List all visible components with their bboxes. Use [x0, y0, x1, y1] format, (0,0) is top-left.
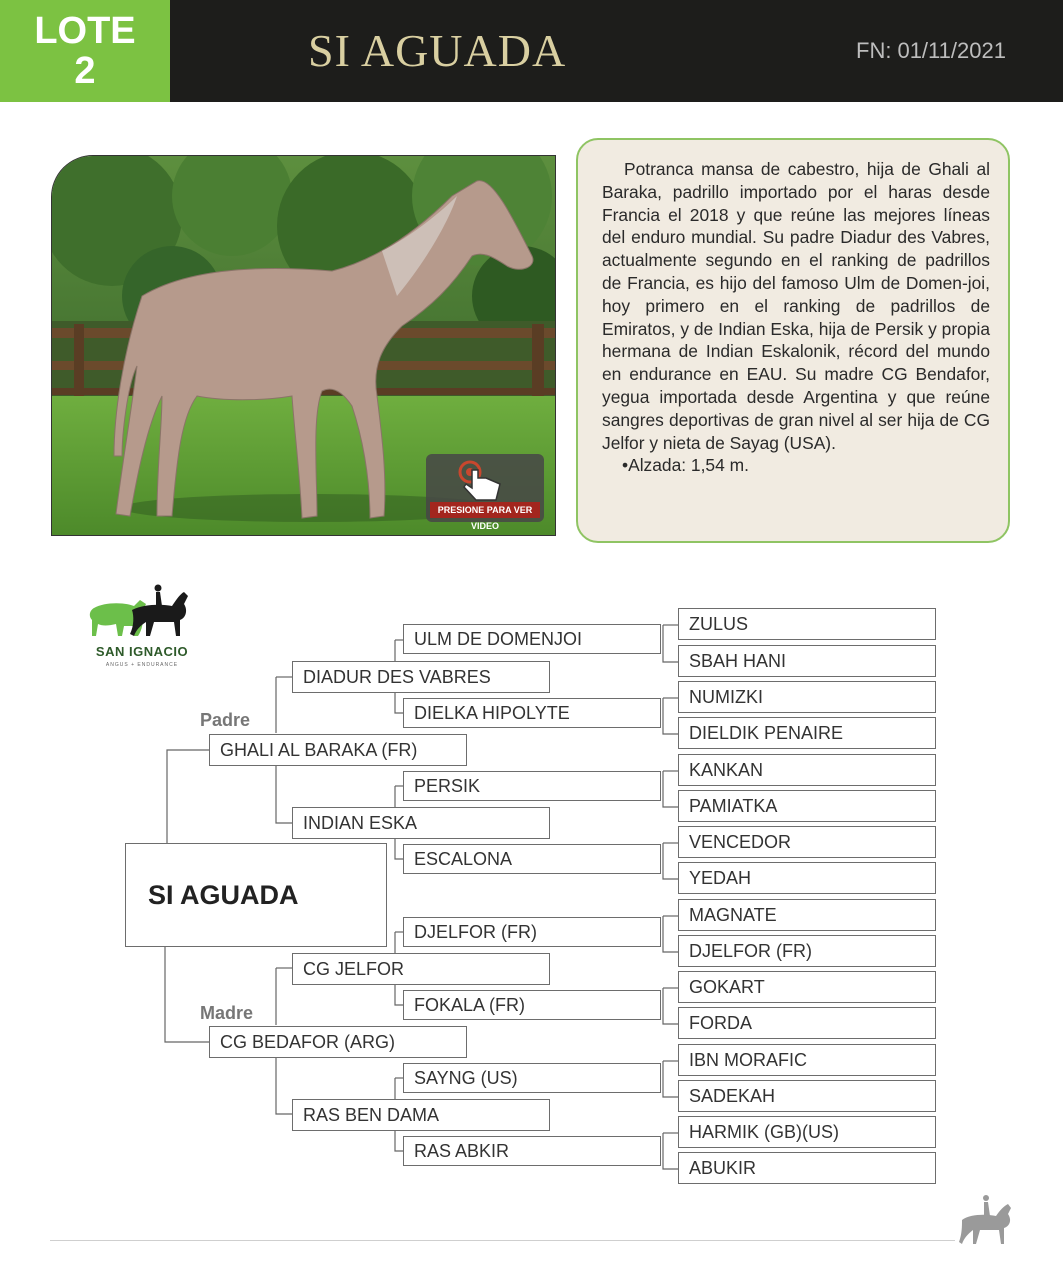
lote-label: LOTE: [34, 10, 136, 52]
pedigree-gen3: FOKALA (FR): [403, 990, 661, 1020]
pedigree-gen4: SBAH HANI: [678, 645, 936, 677]
description-text: Potranca mansa de cabestro, hija de Ghali al Baraka, padrillo importado por el haras desde Francia el 2018 y que reúne las mejores líneas del enduro mundial. Su padre Diadur des Vabres, actualmente segundo en el ranking de padrillos de Francia, es hijo del famoso Ulm de Domen-joi, hoy primero en el ranking de padrillos de Emiratos, y de Indian Eska, hija de Persik y propia hermana de Indian Eskalonik, récord del mundo en endurance en EAU. Su madre CG Bendafor, yegua importada desde Argentina y que reúne sangres deportivas de gran nivel al ser hija de CG Jelfor y nieta de Sayag (USA).: [602, 159, 990, 453]
logo-name: SAN IGNACIO: [95, 644, 189, 659]
height-info: •Alzada: 1,54 m.: [622, 455, 749, 476]
pedigree-gen4: ZULUS: [678, 608, 936, 640]
pedigree-gen4: GOKART: [678, 971, 936, 1003]
footer-divider: [50, 1240, 955, 1241]
pedigree-gen4: ABUKIR: [678, 1152, 936, 1184]
fn-label: FN:: [856, 38, 892, 63]
fn-date: 01/11/2021: [897, 38, 1006, 63]
pedigree-dam: CG BEDAFOR (ARG): [209, 1026, 467, 1058]
pedigree-gen4: KANKAN: [678, 754, 936, 786]
pedigree-gen3: DJELFOR (FR): [403, 917, 661, 947]
pedigree-gen4: MAGNATE: [678, 899, 936, 931]
pedigree-subject: SI AGUADA: [125, 843, 387, 947]
pedigree-gen3: SAYNG (US): [403, 1063, 661, 1093]
pedigree-gen3: ULM DE DOMENJOI: [403, 624, 661, 654]
lote-number: 2: [74, 50, 96, 92]
pedigree-gen4: IBN MORAFIC: [678, 1044, 936, 1076]
pedigree-gen2: CG JELFOR: [292, 953, 550, 985]
pedigree-gen4: FORDA: [678, 1007, 936, 1039]
pedigree-gen2: DIADUR DES VABRES: [292, 661, 550, 693]
pedigree-gen4: VENCEDOR: [678, 826, 936, 858]
pedigree-gen4: HARMIK (GB)(US): [678, 1116, 936, 1148]
pedigree-gen4: DJELFOR (FR): [678, 935, 936, 967]
watch-video-label: PRESIONE PARA VER VIDEO: [430, 502, 540, 518]
pedigree-gen4: SADEKAH: [678, 1080, 936, 1112]
horse-rider-icon: [956, 1194, 1014, 1246]
pedigree-gen3: ESCALONA: [403, 844, 661, 874]
pedigree-gen3: PERSIK: [403, 771, 661, 801]
pedigree-gen4: PAMIATKA: [678, 790, 936, 822]
pedigree-gen2: RAS BEN DAMA: [292, 1099, 550, 1131]
pedigree-sire: GHALI AL BARAKA (FR): [209, 734, 467, 766]
logo-subtitle: ANGUS + ENDURANCE: [105, 662, 179, 668]
madre-label: Madre: [200, 1003, 254, 1023]
page-title: SI AGUADA: [308, 25, 567, 76]
pedigree-gen3: DIELKA HIPOLYTE: [403, 698, 661, 728]
pedigree-gen3: RAS ABKIR: [403, 1136, 661, 1166]
pedigree-gen4: YEDAH: [678, 862, 936, 894]
padre-label: Padre: [200, 710, 251, 730]
pedigree-gen4: DIELDIK PENAIRE: [678, 717, 936, 749]
pedigree-gen2: INDIAN ESKA: [292, 807, 550, 839]
pedigree-gen4: NUMIZKI: [678, 681, 936, 713]
